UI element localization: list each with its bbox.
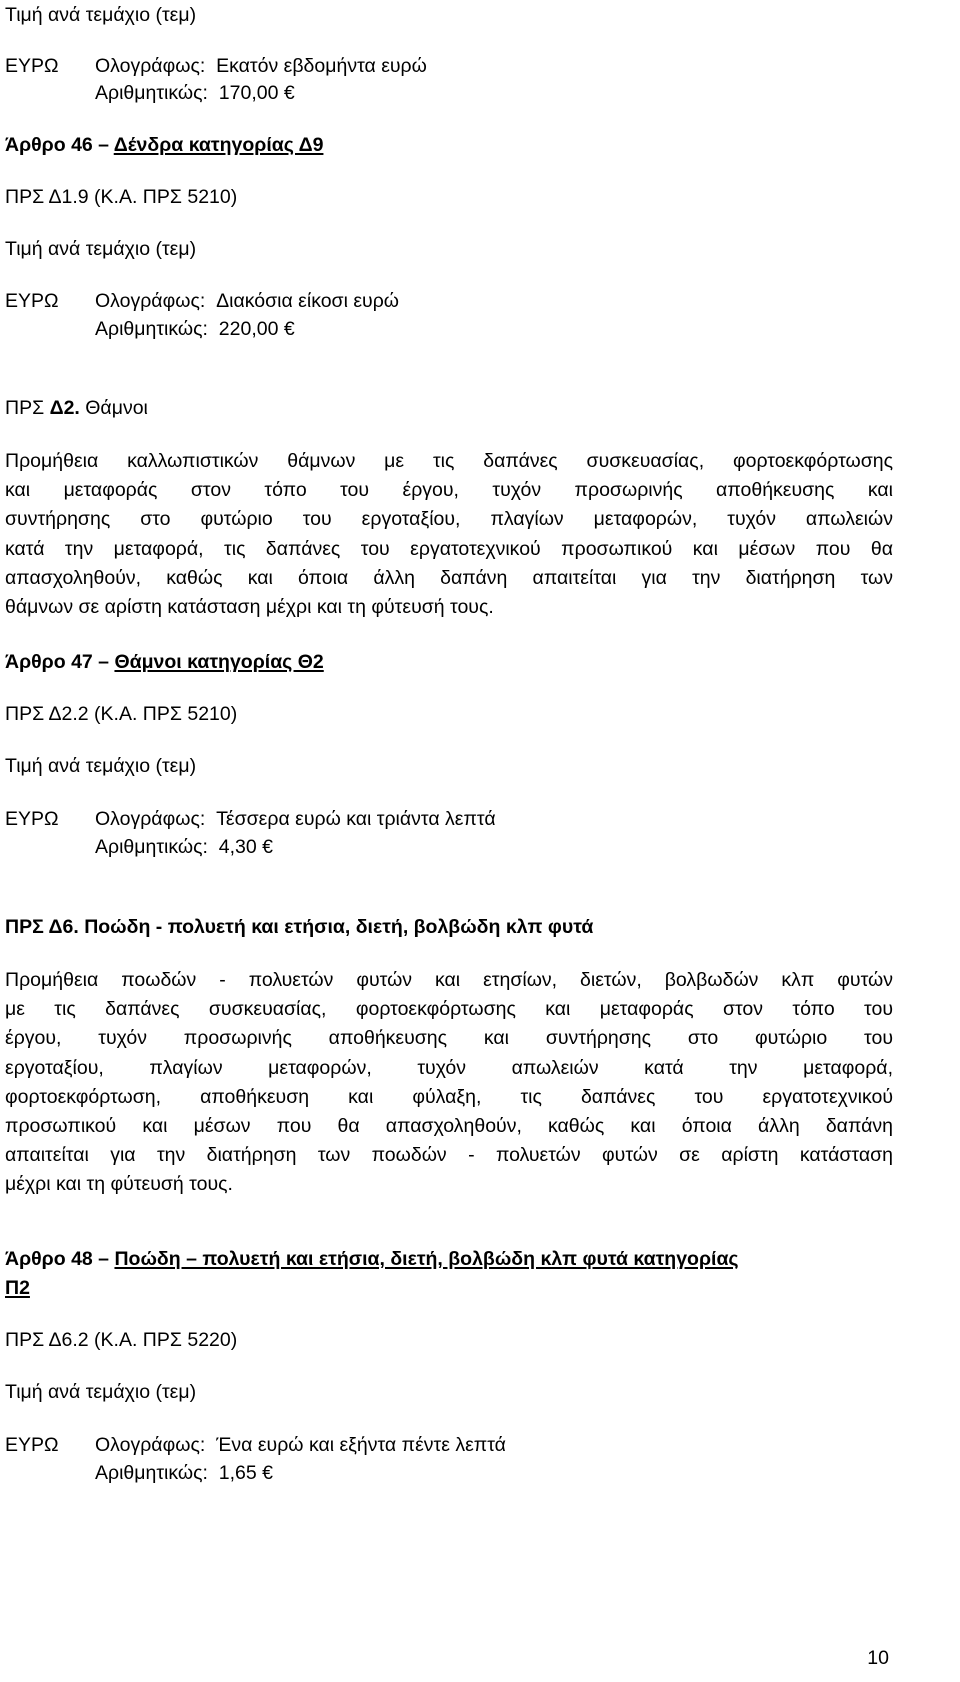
article-46-heading: Άρθρο 46 – Δένδρα κατηγορίας Δ9 [5,134,324,156]
article-48-heading-cont: Π2 [5,1277,30,1299]
unit-price-line: Τιμή ανά τεμάχιο (τεμ) [5,238,197,260]
article-48-heading: Άρθρο 48 – Ποώδη – πολυετή και ετήσια, διετή, βολβώδη κλπ φυτά κατηγορίας [5,1248,739,1270]
article-48-title: Ποώδη – πολυετή και ετήσια, διετή, βολβώδη κλπ φυτά κατηγορίας [114,1248,739,1270]
currency-label: ΕΥΡΩ [5,290,59,312]
section-d2-description: Προμήθεια καλλωπιστικών θάμνων με τις δαπάνες συσκευασίας, φορτοεκφόρτωσης και μεταφοράς στον τόπο του έργου, τυχόν προσωρινής αποθήκευσης και συντήρησης στο φυτώριο του εργοταξίου, πλαγίων μεταφορών, τυχόν απωλειών κατά την μεταφορά, τις δαπάνες του εργατοτεχνικού προσωπικού και μέσων που θα απασχοληθούν, καθώς και όποια άλλη δαπάνη απαιτείται για την διατήρηση των θάμνων σε αρίστη κατάσταση μέχρι και τη φύτευσή τους. [5,450,893,619]
page-number: 10 [867,1647,889,1669]
unit-price-line: Τιμή ανά τεμάχιο (τεμ) [5,755,197,777]
currency-label: ΕΥΡΩ [5,808,59,830]
article-46-title: Δένδρα κατηγορίας Δ9 [113,134,324,156]
price-number: Αριθμητικώς: 220,00 € [95,318,295,340]
article-47-code: ΠΡΣ Δ2.2 (Κ.Α. ΠΡΣ 5210) [5,703,238,725]
document-page [5,0,893,1682]
article-46-code: ΠΡΣ Δ1.9 (Κ.Α. ΠΡΣ 5210) [5,186,238,208]
section-d6-description: Προμήθεια ποωδών - πολυετών φυτών και ετησίων, διετών, βολβωδών κλπ φυτών με τις δαπάνες συσκευασίας, φορτοεκφόρτωσης και μεταφοράς στον τόπο του έργου, τυχόν προσωρινής αποθήκευσης και συντήρησης στο φυτώριο του εργοταξίου, πλαγίων μεταφορών, τυχόν απωλειών κατά την μεταφορά, φορτοεκφόρτωση, αποθήκευση και φύλαξη, τις δαπάνες του εργατοτεχνικού προσωπικού και μέσων που θα απασχοληθούν, καθώς και όποια άλλη δαπάνη απαιτείται για την διατήρηση των ποωδών - πολυετών φυτών σε αρίστη κατάσταση μέχρι και τη φύτευσή τους. [5,969,893,1196]
price-words: Ολογράφως: Εκατόν εβδομήντα ευρώ [95,55,427,77]
article-48-code: ΠΡΣ Δ6.2 (Κ.Α. ΠΡΣ 5220) [5,1329,238,1351]
section-d6-heading: ΠΡΣ Δ6. Ποώδη - πολυετή και ετήσια, διετή, βολβώδη κλπ φυτά [5,916,594,938]
price-words: Ολογράφως: Διακόσια είκοσι ευρώ [95,290,400,312]
price-words: Ολογράφως: Τέσσερα ευρώ και τριάντα λεπτά [95,808,496,830]
section-d2-heading: ΠΡΣ Δ2. Θάμνοι [5,397,148,419]
article-47-title: Θάμνοι κατηγορίας Θ2 [114,651,324,673]
currency-label: ΕΥΡΩ [5,1434,59,1456]
price-number: Αριθμητικώς: 1,65 € [95,1462,274,1484]
price-number: Αριθμητικώς: 170,00 € [95,82,295,104]
price-number: Αριθμητικώς: 4,30 € [95,836,274,858]
article-47-heading: Άρθρο 47 – Θάμνοι κατηγορίας Θ2 [5,651,324,673]
unit-price-line: Τιμή ανά τεμάχιο (τεμ) [5,1381,197,1403]
currency-label: ΕΥΡΩ [5,55,59,77]
price-words: Ολογράφως: Ένα ευρώ και εξήντα πέντε λεπτά [95,1434,506,1456]
unit-price-line: Τιμή ανά τεμάχιο (τεμ) [5,4,197,26]
